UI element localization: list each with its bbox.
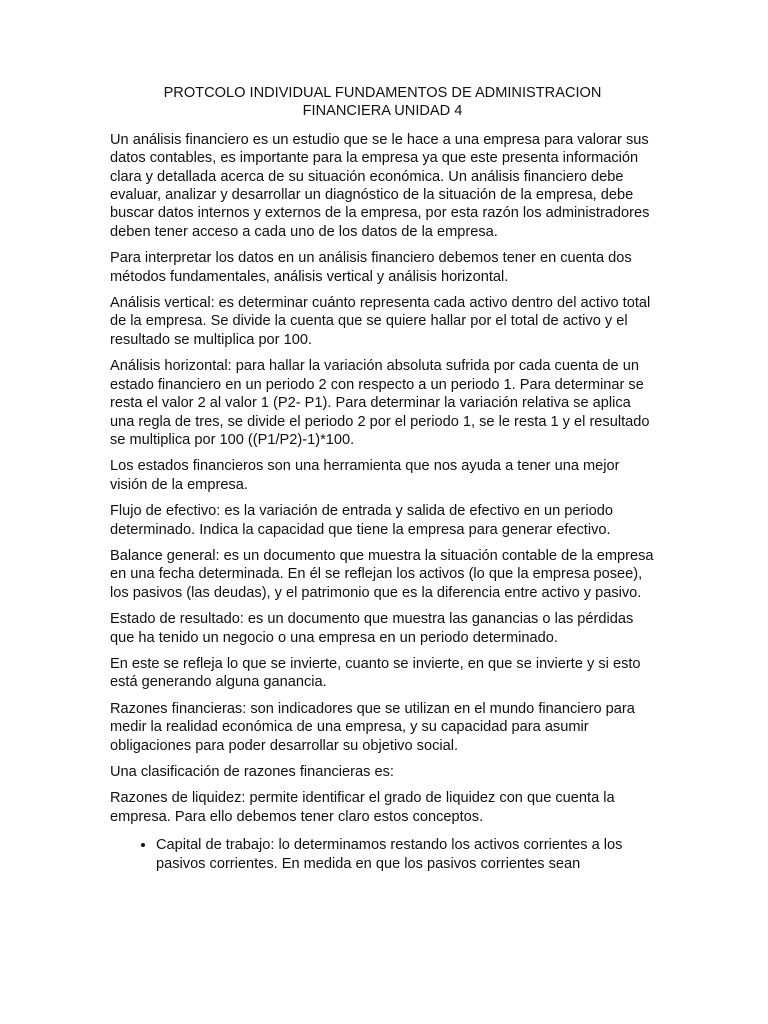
paragraph-refleja-inversion: En este se refleja lo que se invierte, cuanto se invierte, en que se invierte y si esto está generando alguna ganancia. [110,655,641,691]
title-line-2: FINANCIERA UNIDAD 4 [302,103,463,120]
bullet-capital-trabajo: • Capital de trabajo: lo determinamos restando los activos corrientes a los pasivos corrientes. En medida en que los pasivos corrientes sean [156,836,655,873]
paragraph-analisis-vertical: Análisis vertical: es determinar cuánto representa cada activo dentro del activo total de la empresa. Se divide la cuenta que se quiere hallar por el total de activo y el resultado se multiplica por 100. [110,295,651,348]
paragraph-razones-liquidez: Razones de liquidez: permite identificar el grado de liquidez con que cuenta la empresa. Para ello debemos tener claro estos conceptos. [110,790,615,825]
paragraph-flujo-efectivo: Flujo de efectivo: es la variación de entrada y salida de efectivo en un periodo determinado. Indica la capacidad que tiene la empresa para generar efectivo. [110,503,613,538]
paragraph-razones-financieras: Razones financieras: son indicadores que se utilizan en el mundo financiero para medir la realidad económica de una empresa, y su capacidad para asumir obligaciones para poder desarrollar su objetivo social. [110,700,635,754]
paragraph-interpretar-datos: Para interpretar los datos en un análisis financiero debemos tener en cuenta dos métodos fundamentales, análisis vertical y análisis horizontal. [110,250,632,285]
paragraph-estado-resultado: Estado de resultado: es un documento que muestra las ganancias o las pérdidas que ha tenido un negocio o una empresa en un periodo determinado. [110,611,634,646]
title-line-1: PROTCOLO INDIVIDUAL FUNDAMENTOS DE ADMINISTRACION [163,85,602,101]
bullet-list [110,836,655,873]
paragraph-clasificacion: Una clasificación de razones financieras es: [110,764,394,780]
paragraph-analisis-horizontal: Análisis horizontal: para hallar la variación absoluta sufrida por cada cuenta de un estado financiero en un periodo 2 con respecto a un periodo 1. Para determinar se resta el valor 2 al valor 1 (P2- P1). Para determinar la variación relativa se aplica una regla de tres, se divide el periodo 2 por el periodo 1, se le resta 1 y el resultado se multiplica por 100 ((P1/P2)-1)*100. [110,358,650,448]
document-page [110,84,655,873]
paragraph-balance-general: Balance general: es un documento que muestra la situación contable de la empresa en una fecha determinada. En él se reflejan los activos (lo que la empresa posee), los pasivos (las deudas), y el patrimonio que es la diferencia entre activo y pasivo. [110,547,654,601]
paragraph-estados-financieros: Los estados financieros son una herramienta que nos ayuda a tener una mejor visión de la empresa. [110,458,620,493]
document-title [110,84,655,121]
paragraph-analisis-financiero: Un análisis financiero es un estudio que se le hace a una empresa para valorar sus datos contables, es importante para la empresa ya que este presenta información clara y detallada acerca de su situación económica. Un análisis financiero debe evaluar, analizar y desarrollar un diagnóstico de la situación de la empresa, debe buscar datos internos y externos de la empresa, por esta razón los administradores deben tener acceso a cada uno de los datos de la empresa. [110,131,650,240]
